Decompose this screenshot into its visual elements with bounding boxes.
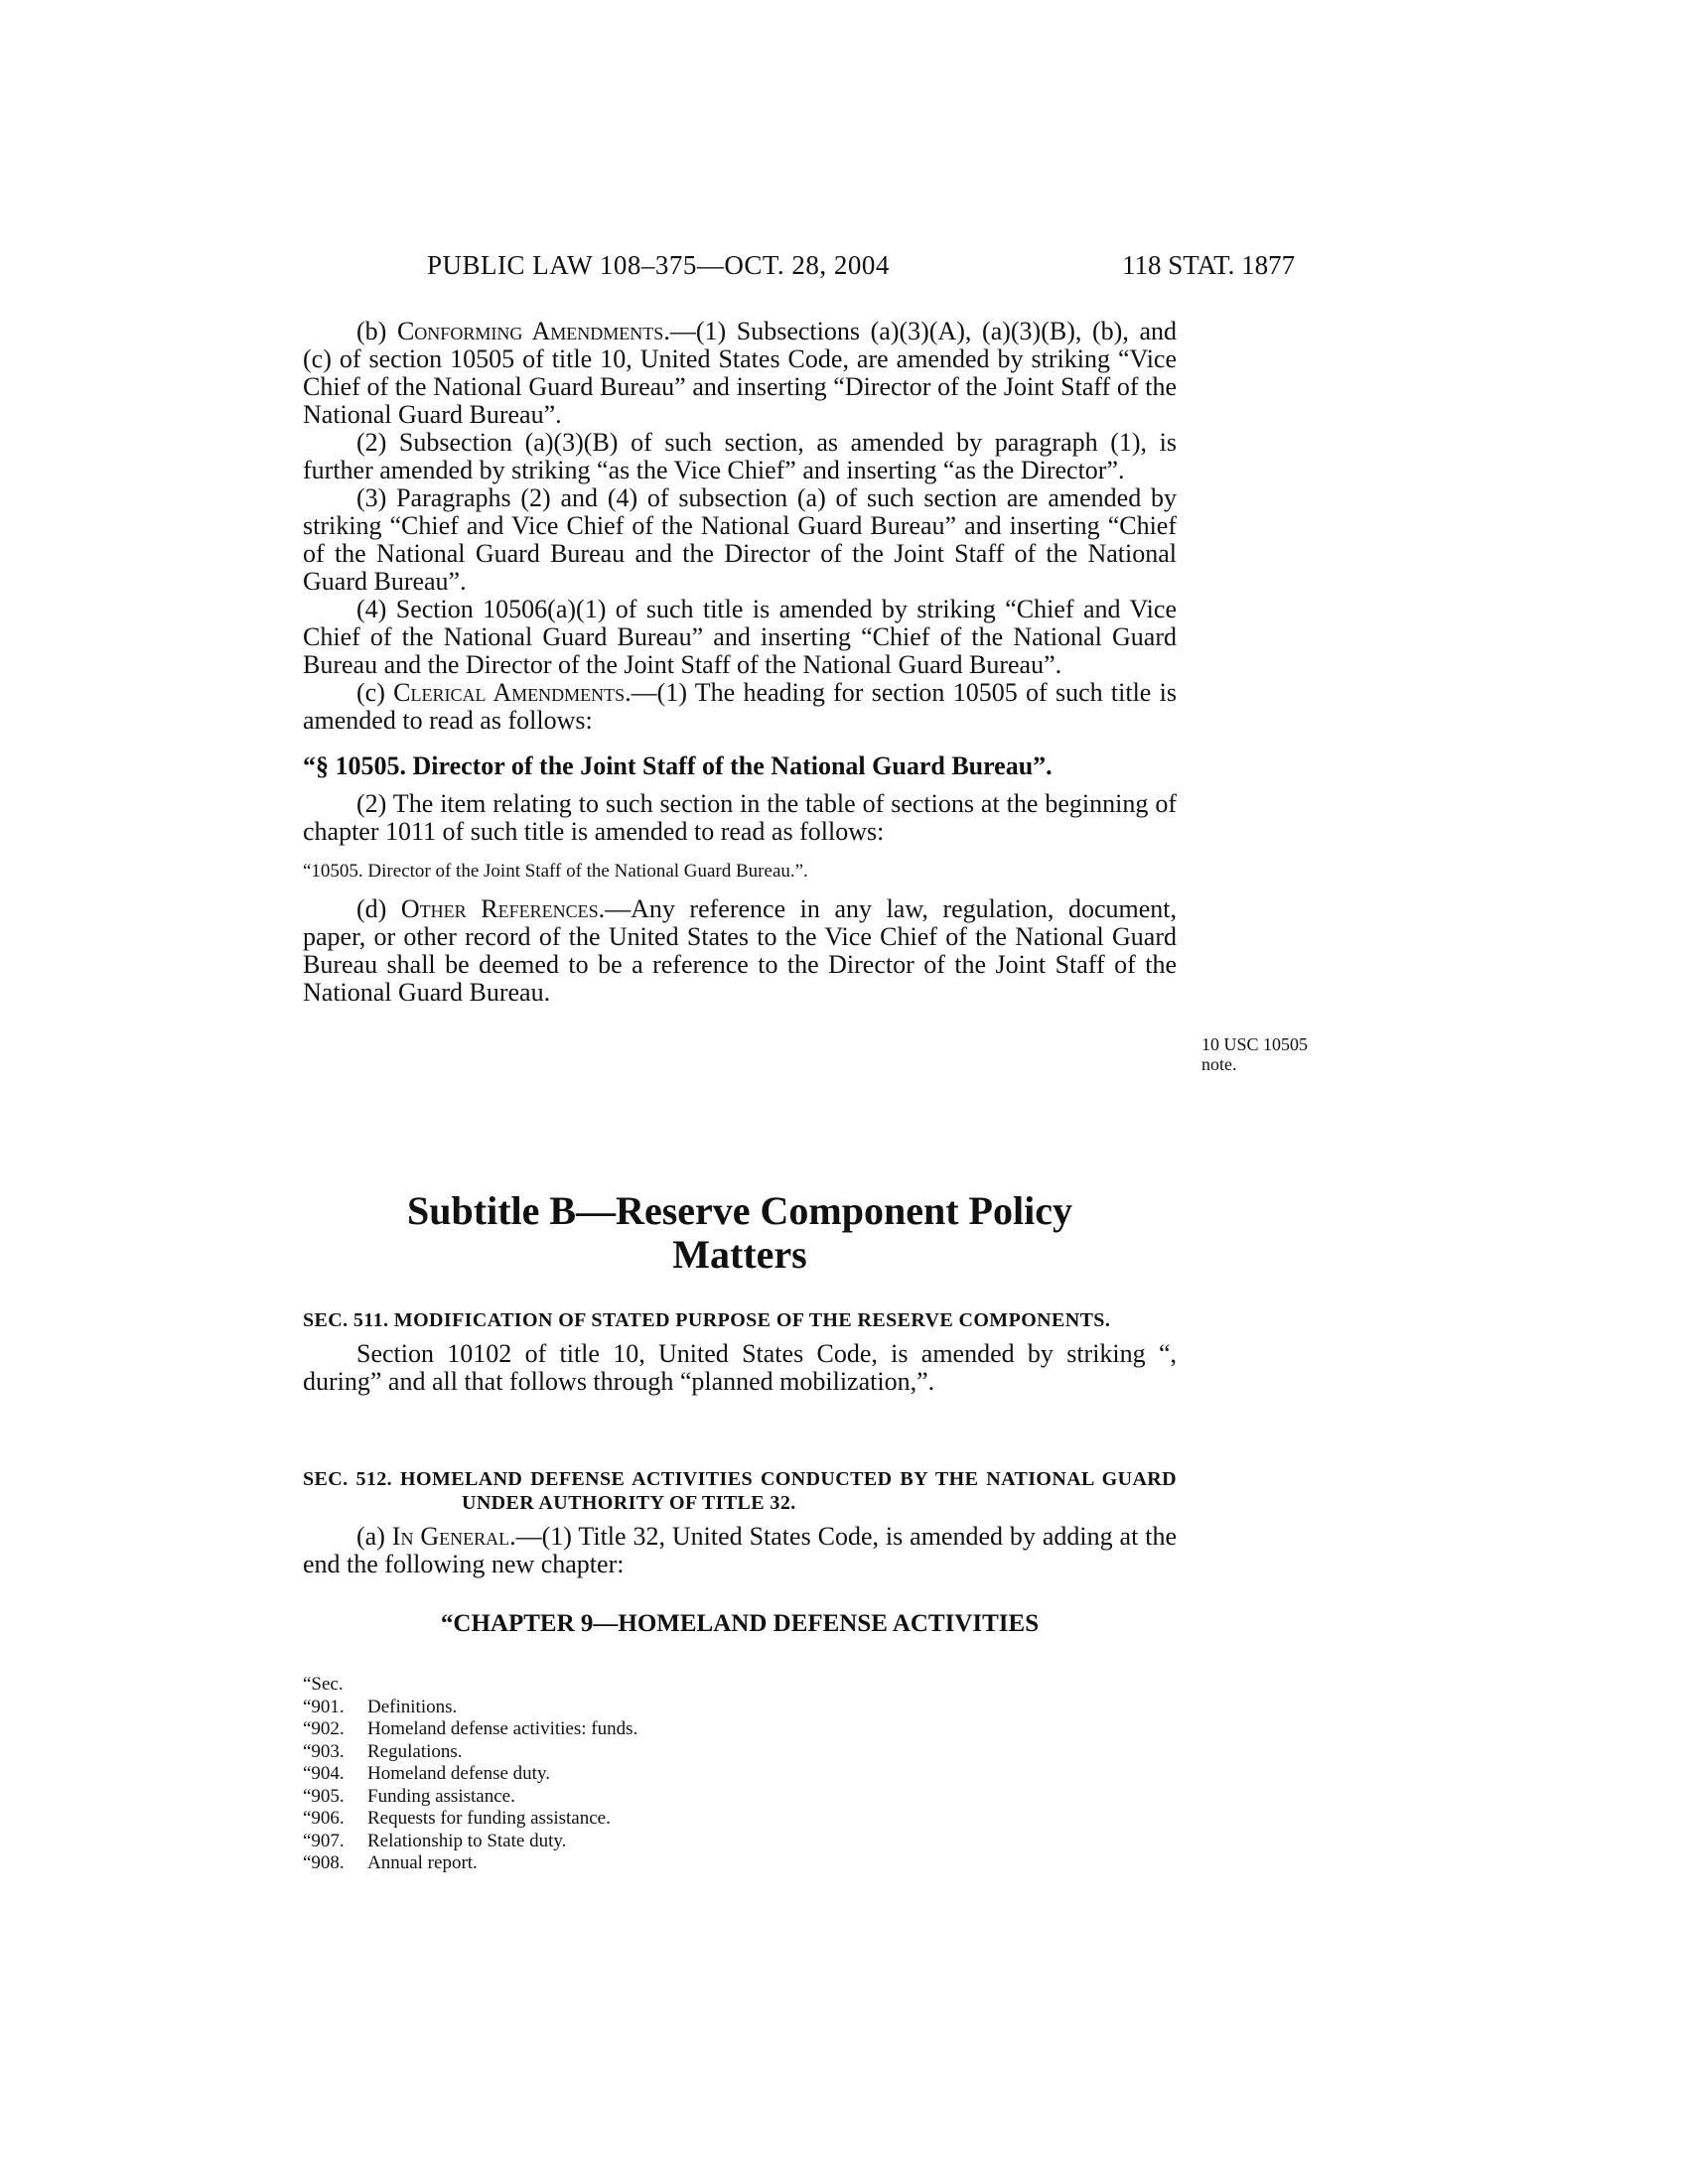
toc-row [303,1718,637,1741]
toc-row [303,1697,637,1719]
section-512-title: SEC. 512. HOMELAND DEFENSE ACTIVITIES CONDUCTED BY THE NATIONAL GUARD UNDER AUTHORITY OF TITLE 32. [303,1468,1177,1514]
toc-row [303,1786,637,1809]
paragraph-c2: (2) The item relating to such section in the table of sections at the beginning of chapter 1011 of such title is amended to read as follows: [303,789,1177,846]
header-stat-page: 118 STAT. 1877 [1122,250,1296,280]
toc-row [303,1763,637,1786]
main-body [303,318,1177,1007]
toc-number: “905. [303,1785,345,1807]
toc-sec-label: “Sec. [303,1674,344,1695]
subsection-heading: In General [391,1522,510,1551]
subtitle-heading [303,1189,1177,1277]
toc-row [303,1852,637,1875]
toc-number: “907. [303,1830,345,1851]
subtitle-line1: Subtitle B—Reserve Component Policy [407,1188,1072,1233]
toc-row [303,1741,637,1764]
toc-title: Funding assistance. [367,1785,515,1807]
paragraph-b2: (2) Subsection (a)(3)(B) of such section, as amended by paragraph (1), is further amended by striking “as the Vice Chief” and inserting “as the Director”. [303,428,1177,484]
margin-note-line2: note. [1201,1054,1237,1074]
paragraph-lead: (a) [356,1522,392,1551]
toc-number: “902. [303,1718,345,1739]
header-title: PUBLIC LAW 108–375—OCT. 28, 2004 [427,250,890,280]
margin-note-line1: 10 USC 10505 [1201,1034,1309,1054]
toc-number: “908. [303,1852,345,1873]
paragraph-lead: (d) [356,894,401,923]
toc-row [303,1808,637,1831]
toc-item-10505: “10505. Director of the Joint Staff of the National Guard Bureau.”. [303,861,808,882]
margin-note [1201,1034,1331,1074]
toc-title: Regulations. [367,1740,463,1762]
toc-title: Homeland defense activities: funds. [367,1718,638,1739]
toc-title: Annual report. [367,1852,478,1873]
section-511 [303,1308,1177,1396]
subsection-heading: Other References [400,894,599,923]
paragraph-b3: (3) Paragraphs (2) and (4) of subsection (a) of such section are amended by striking “Chief and Vice Chief of the National Guard Bureau” and inserting “Chief of the National Guard Bureau and the Director of the Joint Staff of the National Guard Bureau”. [303,483,1177,596]
subsection-heading: Conforming Amendments [396,317,664,345]
paragraph-text: .—(1) Subsections (a)(3)(A), (a)(3)(B), (b), and (c) of section 10505 of title 10, United States Code, are amended by striking “Vice Chief of the National Guard Bureau” and inserting “Director of the Joint Staff of the National Guard Bureau”. [303,317,1177,429]
section-512 [303,1467,1177,1578]
toc-title: Homeland defense duty. [367,1763,550,1784]
subtitle-line2: Matters [672,1232,807,1277]
toc-title: Definitions. [367,1696,458,1717]
chapter-heading: “CHAPTER 9—HOMELAND DEFENSE ACTIVITIES [440,1610,1040,1637]
paragraph-lead: (c) [356,678,394,707]
paragraph-text: .—Any reference in any law, regulation, document, paper, or other record of the United States to the Vice Chief of the National Guard Bureau shall be deemed to be a reference to the Director of the Joint Staff of the National Guard Bureau. [303,894,1177,1007]
toc-number: “901. [303,1696,345,1717]
section-511-text: Section 10102 of title 10, United States Code, is amended by striking “, during” and all that follows through “planned mobilization,”. [303,1339,1177,1396]
amended-section-heading: “§ 10505. Director of the Joint Staff of the National Guard Bureau”. [303,751,1053,780]
chapter-toc [303,1674,637,1875]
paragraph-text: .—(1) Title 32, United States Code, is amended by adding at the end the following new chapter: [303,1522,1177,1578]
toc-number: “906. [303,1808,345,1829]
subsection-heading: Clerical Amendments [393,678,626,707]
paragraph-lead: (b) [356,317,397,345]
toc-title: Relationship to State duty. [367,1830,567,1851]
paragraph-b1 [303,318,1177,429]
toc-title: Requests for funding assistance. [367,1808,611,1829]
paragraph-c1 [303,679,1177,735]
section-511-title: SEC. 511. MODIFICATION OF STATED PURPOSE OF THE RESERVE COMPONENTS. [303,1309,1111,1331]
section-512-paragraph-a [303,1523,1177,1578]
paragraph-d [303,895,1177,1007]
paragraph-b4: (4) Section 10506(a)(1) of such title is amended by striking “Chief and Vice Chief of the National Guard Bureau” and inserting “Chief of the National Guard Bureau and the Director of the Joint Staff of the National Guard Bureau”. [303,595,1177,679]
toc-number: “904. [303,1763,345,1784]
paragraph-text: .—(1) The heading for section 10505 of such title is amended to read as follows: [303,678,1177,735]
toc-row [303,1831,637,1853]
toc-number: “903. [303,1740,345,1762]
